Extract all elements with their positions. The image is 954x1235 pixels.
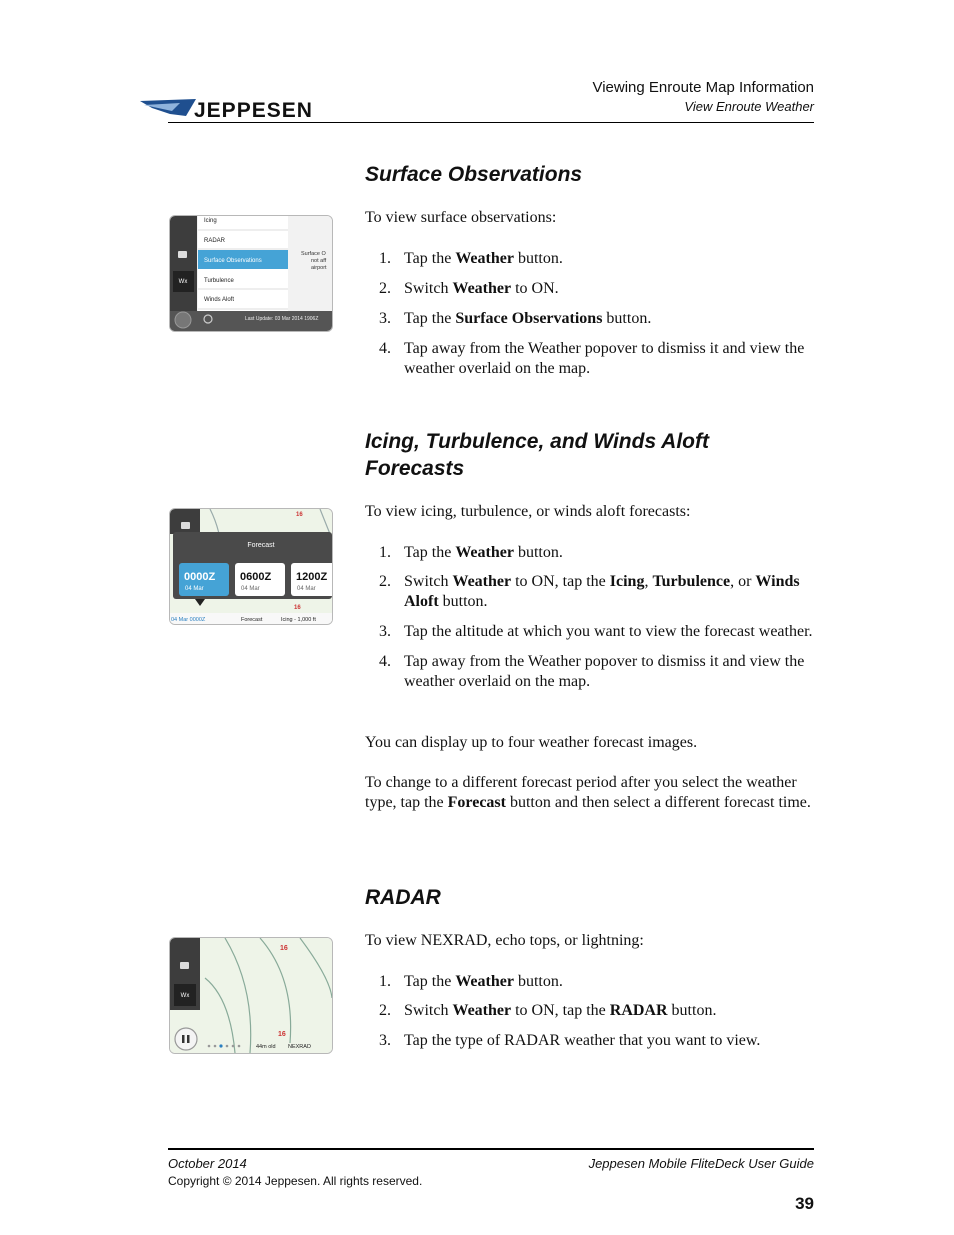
radar-step-1: 1. Tap the Weather button. (379, 973, 563, 990)
svg-text:not aff: not aff (311, 258, 327, 264)
svg-text:Icing - 1,000 ft: Icing - 1,000 ft (281, 617, 316, 623)
play-button (175, 312, 191, 328)
chat-icon (181, 522, 190, 529)
text-run: button. (513, 544, 563, 561)
icing-intro: To view icing, turbulence, or winds aloft forecasts: (365, 503, 691, 520)
surface-step-1: 1. Tap the Weather button. (379, 250, 563, 267)
svg-text:04 Mar: 04 Mar (185, 586, 204, 592)
text-run: button. (667, 1002, 717, 1019)
text-run: button and then select a different forecast time. (505, 794, 811, 811)
footer-date: October 2014 (168, 1156, 247, 1171)
menu-item-icing: Icing (204, 218, 217, 224)
bold-term: Icing (609, 573, 645, 590)
text-run: button. (513, 250, 563, 267)
text-run: button. (602, 310, 652, 327)
footer-copyright: Copyright © 2014 Jeppesen. All rights reserved. (168, 1174, 423, 1188)
text-run: Tap the (404, 544, 456, 561)
text-run: Switch (404, 573, 453, 590)
surface-step-4: 4. Tap away from the Weather popover to dismiss it and view the weather overlaid on the map. (379, 340, 805, 377)
svg-text:Wx: Wx (178, 279, 188, 285)
svg-text:16: 16 (280, 945, 288, 952)
svg-text:1200Z: 1200Z (296, 571, 328, 583)
surface-steps (365, 249, 820, 379)
bold-term: Weather (452, 280, 512, 297)
jeppesen-logo (140, 96, 345, 122)
text-run: Switch (404, 280, 453, 297)
text-run: To change to a different forecast period after you select the weather type, tap the (365, 774, 797, 811)
svg-text:Forecast: Forecast (247, 542, 275, 549)
icing-steps (365, 543, 820, 692)
forecast-screenshot (169, 508, 333, 625)
text-run: to ON, tap the (511, 573, 610, 590)
svg-text:Wx: Wx (180, 993, 190, 999)
bold-term: Weather (455, 250, 514, 267)
svg-text:16: 16 (294, 605, 301, 611)
pause-button (175, 1028, 197, 1050)
logo-wordmark: JEPPESEN (194, 99, 313, 122)
text-run: to ON. (511, 280, 559, 297)
bold-term: Weather (455, 544, 514, 561)
text-run: Switch (404, 1002, 453, 1019)
bold-term: Winds Aloft (404, 573, 800, 610)
surface-step-2: 2. Switch Weather to ON. (379, 280, 559, 297)
svg-text:44m old: 44m old (256, 1044, 276, 1050)
surface-heading: Surface Observations (365, 163, 583, 186)
text-run: , (644, 573, 653, 590)
menu-item-winds: Winds Aloft (204, 297, 235, 303)
text-run: Tap away from the Weather popover to dismiss it and view the weather overlaid on the map. (404, 653, 805, 690)
surface-intro: To view surface observations: (365, 209, 557, 226)
surface-observations-screenshot (169, 215, 333, 332)
svg-text:16: 16 (296, 512, 303, 518)
text-run: Tap the altitude at which you want to view the forecast weather. (404, 623, 813, 640)
svg-text:NEXRAD: NEXRAD (288, 1044, 311, 1050)
surface-step-3: 3. Tap the Surface Observations button. (379, 310, 652, 327)
page-number: 39 (795, 1194, 814, 1213)
bold-term: Weather (455, 973, 514, 990)
chapter-title: Viewing Enroute Map Information (592, 79, 814, 96)
menu-item-radar: RADAR (204, 238, 226, 244)
svg-text:0600Z: 0600Z (240, 571, 272, 583)
text-run: , or (730, 573, 756, 590)
radar-heading: RADAR (365, 886, 441, 909)
header-rule (168, 122, 814, 123)
radar-screenshot (169, 937, 333, 1054)
text-run: Tap the (404, 250, 456, 267)
svg-text:airport: airport (311, 265, 327, 271)
bold-term: Turbulence (652, 573, 731, 590)
svg-text:Surface O: Surface O (301, 251, 326, 257)
text-run: Tap the (404, 310, 456, 327)
icing-step-4: 4. Tap away from the Weather popover to dismiss it and view the weather overlaid on the map. (379, 653, 805, 690)
icing-step-2: 2. Switch Weather to ON, tap the Icing, Turbulence, or Winds Aloft button. (379, 573, 800, 610)
section-title: View Enroute Weather (684, 99, 814, 114)
text-run: to ON, tap the (511, 1002, 610, 1019)
svg-text:04 Mar: 04 Mar (241, 586, 260, 592)
bold-term: Forecast (447, 794, 506, 811)
radar-steps (365, 972, 820, 1051)
bold-term: RADAR (609, 1002, 668, 1019)
menu-item-surface: Surface Observations (204, 258, 262, 264)
text-run: Tap away from the Weather popover to dismiss it and view the weather overlaid on the map. (404, 340, 805, 377)
chat-icon (180, 962, 189, 969)
svg-text:0000Z: 0000Z (184, 571, 216, 583)
icing-para-display: You can display up to four weather forecast images. (365, 734, 698, 751)
svg-text:Forecast: Forecast (241, 617, 263, 623)
bold-term: Weather (452, 1002, 512, 1019)
icing-heading: Icing, Turbulence, and Winds Aloft Forecasts (365, 430, 709, 480)
chat-icon (178, 251, 187, 258)
svg-text:Last Update: 03 Mar 2014 1906Z: Last Update: 03 Mar 2014 1906Z (245, 316, 319, 322)
text-run: button. (438, 593, 488, 610)
icing-step-3: 3. Tap the altitude at which you want to view the forecast weather. (379, 623, 813, 640)
text-run: button. (513, 973, 563, 990)
bold-term: Surface Observations (455, 310, 603, 327)
text-run: Tap the (404, 973, 456, 990)
radar-intro: To view NEXRAD, echo tops, or lightning: (365, 932, 644, 949)
menu-item-turbulence: Turbulence (204, 278, 234, 284)
text-run: Tap the type of RADAR weather that you want to view. (404, 1032, 761, 1049)
bold-term: Weather (452, 573, 512, 590)
icing-para-change (365, 773, 820, 813)
svg-text:16: 16 (278, 1031, 286, 1038)
icing-step-1: 1. Tap the Weather button. (379, 544, 563, 561)
footer-rule (168, 1148, 814, 1150)
sidebar (170, 509, 200, 534)
footer-guide-title: Jeppesen Mobile FliteDeck User Guide (588, 1156, 814, 1171)
svg-text:04 Mar 0000Z: 04 Mar 0000Z (171, 617, 206, 623)
svg-text:04 Mar: 04 Mar (297, 586, 316, 592)
radar-step-3: 3. Tap the type of RADAR weather that you want to view. (379, 1032, 761, 1049)
radar-step-2: 2. Switch Weather to ON, tap the RADAR button. (379, 1002, 717, 1019)
